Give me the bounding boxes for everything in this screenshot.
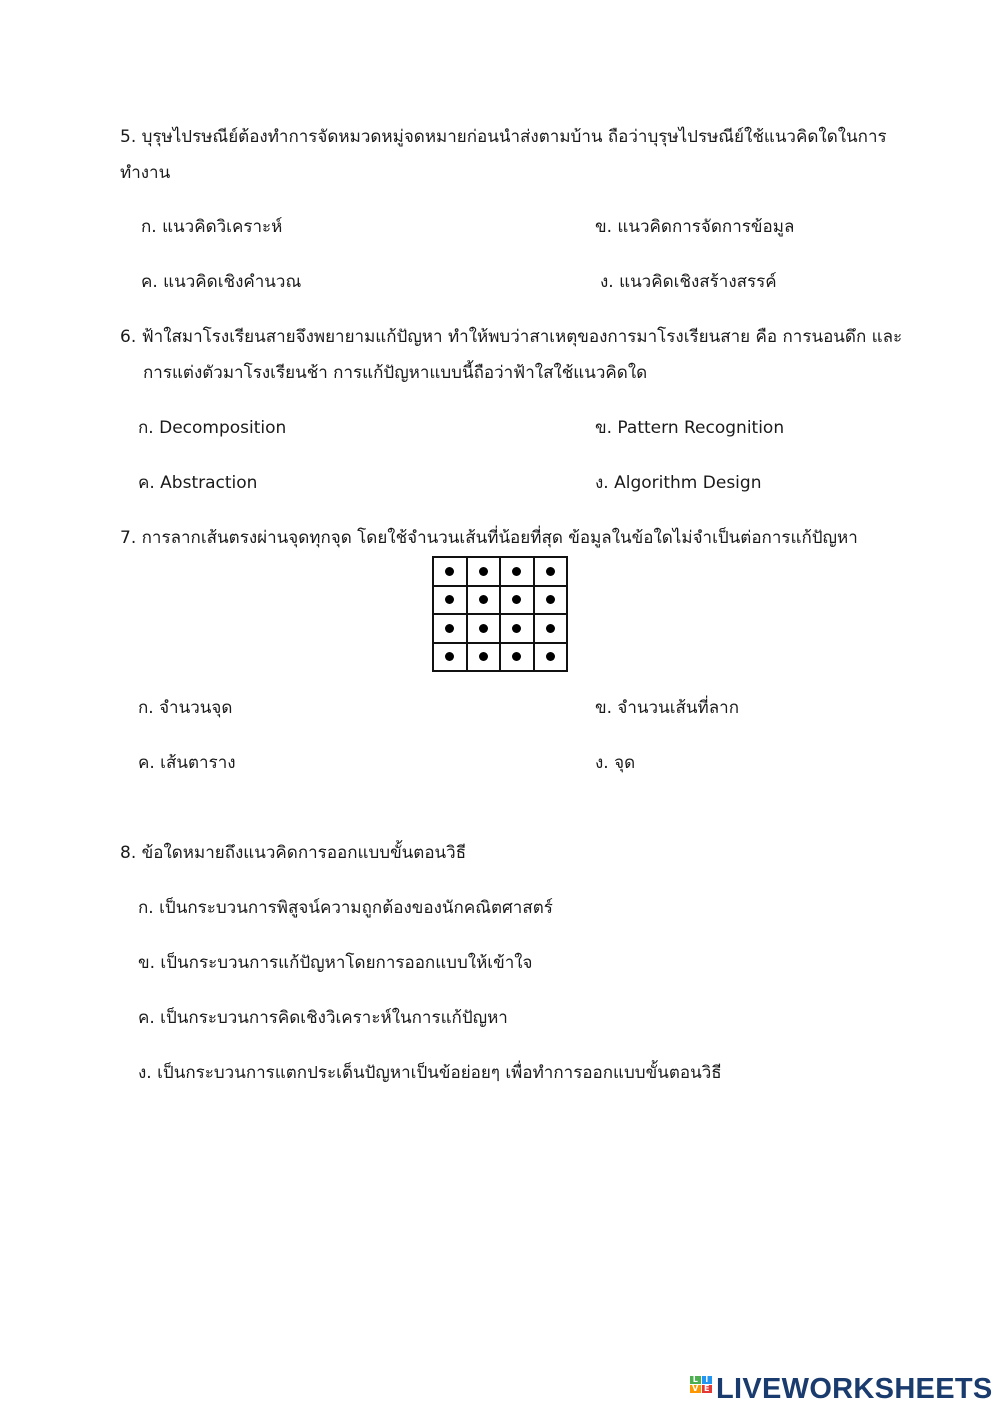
dot [546, 595, 555, 604]
q7-option-b[interactable]: ข. จำนวนเส้นที่ลาก [595, 698, 739, 718]
grid-cell [501, 558, 535, 587]
dot [479, 652, 488, 661]
dot [546, 567, 555, 576]
grid-cell [535, 558, 569, 587]
grid-cell [535, 615, 569, 644]
liveworksheets-logo[interactable] [690, 1373, 993, 1405]
dot [512, 624, 521, 633]
dot [479, 595, 488, 604]
dot [546, 652, 555, 661]
q7-option-d[interactable]: ง. จุด [595, 753, 636, 773]
q5-option-d[interactable]: ง. แนวคิดเชิงสร้างสรรค์ [600, 272, 777, 292]
grid-cell [535, 644, 569, 673]
q6-option-d[interactable]: ง. Algorithm Design [595, 473, 762, 493]
grid-cell [434, 587, 468, 616]
grid-cell [434, 644, 468, 673]
q6-option-c[interactable]: ค. Abstraction [138, 473, 258, 493]
grid-cell [468, 587, 502, 616]
grid-cell [501, 587, 535, 616]
q6-option-a[interactable]: ก. Decomposition [138, 418, 287, 438]
q6-option-b[interactable]: ข. Pattern Recognition [595, 418, 785, 438]
grid-cell [468, 644, 502, 673]
question-5-text-cont: ทำงาน [120, 163, 171, 183]
logo-letter-v: V [690, 1385, 701, 1393]
grid-cell [535, 587, 569, 616]
logo-letter-l: L [690, 1376, 701, 1384]
dot [512, 567, 521, 576]
dot [512, 595, 521, 604]
grid-cell [501, 615, 535, 644]
q8-option-a[interactable]: ก. เป็นกระบวนการพิสูจน์ความถูกต้องของนักคณิตศาสตร์ [138, 898, 553, 918]
dot [445, 624, 454, 633]
question-6-text: 6. ฟ้าใสมาโรงเรียนสายจึงพยายามแก้ปัญหา ทำให้พบว่าสาเหตุของการมาโรงเรียนสาย คือ การนอนดึก และ [120, 327, 903, 347]
grid-cell [468, 615, 502, 644]
dot [479, 624, 488, 633]
dot [546, 624, 555, 633]
q5-option-b[interactable]: ข. แนวคิดการจัดการข้อมูล [595, 217, 795, 237]
q5-option-c[interactable]: ค. แนวคิดเชิงคำนวณ [141, 272, 302, 292]
dot [479, 567, 488, 576]
dot-grid [432, 556, 568, 672]
dot [445, 595, 454, 604]
q7-option-a[interactable]: ก. จำนวนจุด [138, 698, 233, 718]
grid-cell [434, 615, 468, 644]
logo-mark-icon [690, 1376, 712, 1402]
q8-option-d[interactable]: ง. เป็นกระบวนการแตกประเด็นปัญหาเป็นข้อย่อยๆ เพื่อทำการออกแบบขั้นตอนวิธี [138, 1063, 722, 1083]
grid-cell [434, 558, 468, 587]
dot [445, 567, 454, 576]
grid-cell [501, 644, 535, 673]
q8-option-b[interactable]: ข. เป็นกระบวนการแก้ปัญหาโดยการออกแบบให้เข้าใจ [138, 953, 533, 973]
question-6-text-cont: การแต่งตัวมาโรงเรียนช้า การแก้ปัญหาแบบนี้ถือว่าฟ้าใสใช้แนวคิดใด [143, 363, 648, 383]
question-7-text: 7. การลากเส้นตรงผ่านจุดทุกจุด โดยใช้จำนวนเส้นที่น้อยที่สุด ข้อมูลในข้อใดไม่จำเป็นต่อการแก้ปัญหา [120, 528, 858, 548]
grid-cell [468, 558, 502, 587]
q5-option-a[interactable]: ก. แนวคิดวิเคราะห์ [141, 217, 283, 237]
question-5-text: 5. บุรุษไปรษณีย์ต้องทำการจัดหมวดหมู่จดหมายก่อนนำส่งตามบ้าน ถือว่าบุรุษไปรษณีย์ใช้แนวคิดใดในการ [120, 127, 887, 147]
brand-name: LIVEWORKSHEETS [716, 1372, 993, 1405]
q8-option-c[interactable]: ค. เป็นกระบวนการคิดเชิงวิเคราะห์ในการแก้ปัญหา [138, 1008, 508, 1028]
question-8-text: 8. ข้อใดหมายถึงแนวคิดการออกแบบขั้นตอนวิธี [120, 843, 467, 863]
dot [512, 652, 521, 661]
q7-option-c[interactable]: ค. เส้นตาราง [138, 753, 236, 773]
logo-letter-i: I [702, 1376, 713, 1384]
logo-letter-e: E [702, 1385, 713, 1393]
dot [445, 652, 454, 661]
